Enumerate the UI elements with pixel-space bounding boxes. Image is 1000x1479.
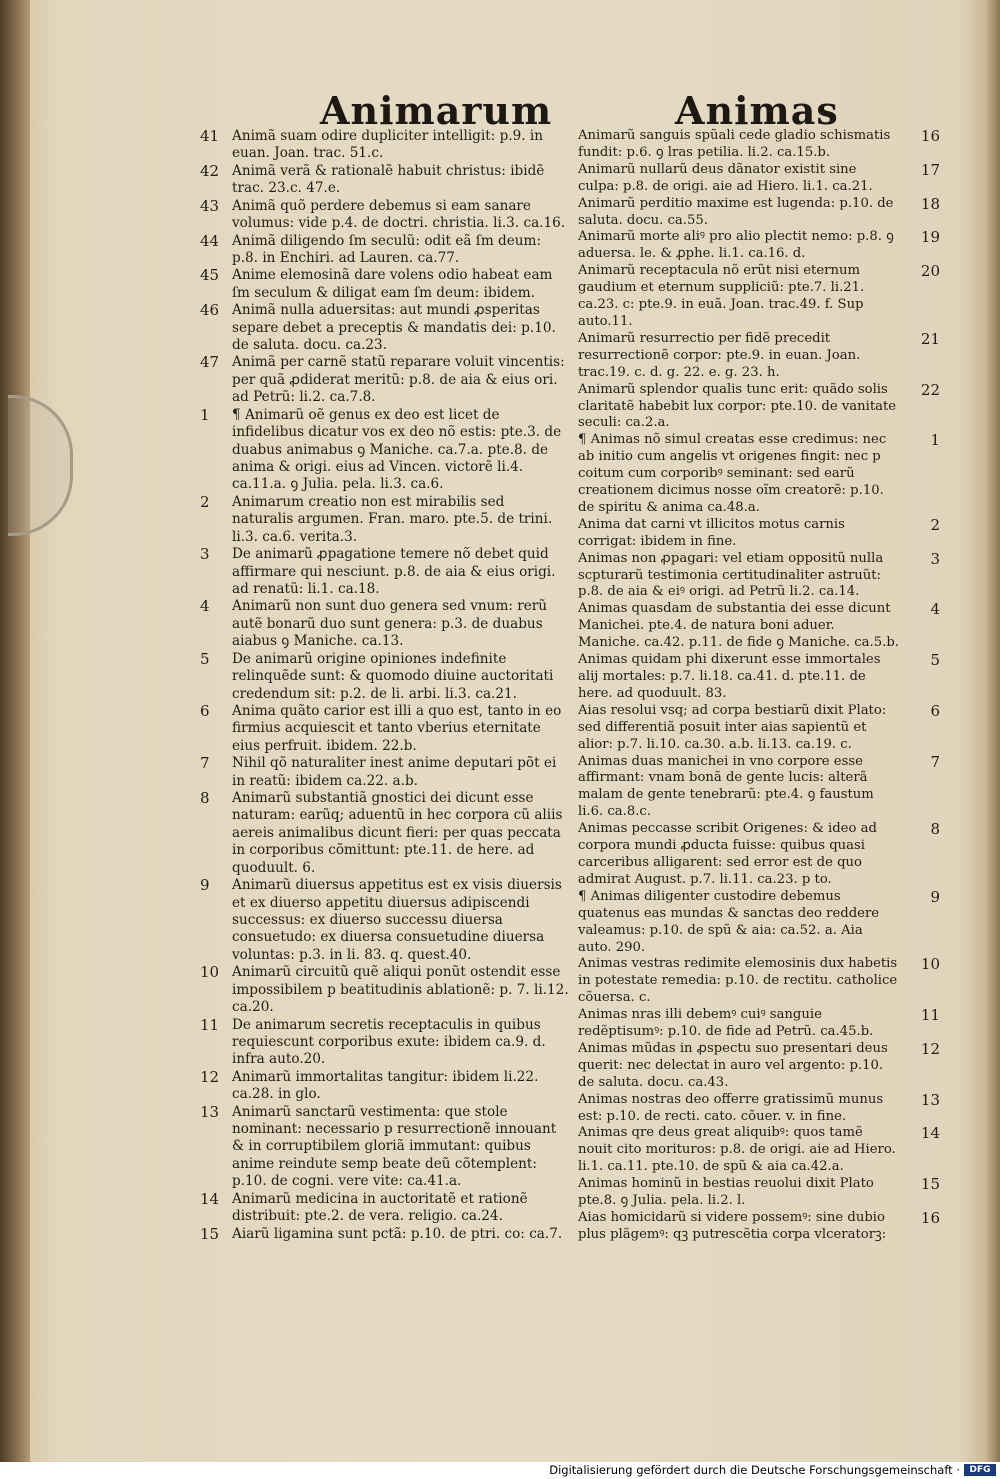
index-entry	[578, 1210, 940, 1244]
entry-number: 3	[200, 545, 210, 564]
index-entry	[578, 956, 940, 1007]
entry-number: 16	[920, 1209, 940, 1227]
entry-number: 42	[200, 161, 220, 180]
index-entry	[200, 163, 570, 198]
entry-number: 7	[930, 752, 940, 771]
entry-number: 17	[920, 160, 940, 179]
index-entry	[578, 263, 940, 331]
entry-text: Aias resolui vsq; ad corpa bestiarũ dixit Plato: sed differentiã posuit inter aias sapientũ et alior: p.7. li.10. ca.30. a.b. li.13. ca.19. c.	[578, 702, 887, 752]
entry-text: Animarũ receptacula nõ erũt nisi eternum gaudium et eternum suppliciũ: pte.7. li.21. ca.23. c: pte.9. in euã. Joan. trac.49. f. Sup auto.11.	[578, 263, 865, 329]
entry-text: Animarũ sanguis spũali cede gladio schismatis fundit: p.6. ꝯ lras petilia. li.2. ca.15.b.	[578, 128, 891, 160]
index-entry	[578, 128, 940, 162]
entry-number: 12	[200, 1067, 220, 1086]
entry-text: Animarũ substantiã gnostici dei dicunt esse naturam: earũq; aduentũ in hec corpora cũ aliis aereis animalibus dicunt fieri: per quas peccata in corporibus cõmittunt: pte.11. de here. ad quoduult. 6.	[232, 790, 563, 876]
index-entry	[200, 790, 570, 877]
entry-number: 8	[200, 789, 210, 808]
index-entry	[578, 432, 940, 517]
entry-number: 18	[920, 194, 940, 213]
entry-text: Animã quõ perdere debemus si eam sanare volumus: vide p.4. de doctri. christia. li.3. ca.16.	[232, 197, 566, 232]
entry-text: Animarũ diuersus appetitus est ex visis diuersis et ex diuerso appetitu diuersus adipiscendi successus: ex diuerso successu diuersa consuetudo: ex diuersa consuetudine diuersa voluntas: p.3. in li. 83. q. quest.40.	[232, 877, 562, 963]
left-column	[200, 128, 570, 1243]
entry-number: 21	[920, 329, 940, 348]
index-entry	[200, 1226, 570, 1243]
index-entry	[200, 354, 570, 406]
entry-number: 1	[930, 431, 940, 450]
entry-text: Animas qre deus great aliquibꝰ: quos tamẽ nouit cito morituros: p.8. de origi. aie ad Hiero. li.1. ca.11. pte.10. de spũ & aia ca.42.a.	[578, 1125, 896, 1175]
funding-notice: Digitalisierung gefördert durch die Deutsche Forschungsgemeinschaft ·	[549, 1463, 960, 1477]
entry-text: Animã per carnẽ statũ reparare voluit vincentis: per quã ꝓdiderat meritũ: p.8. de aia & eius ori. ad Petrũ: li.2. ca.7.8.	[232, 354, 565, 406]
entry-text: Animã diligendo ſm seculũ: odit eã ſm deum: p.8. in Enchiri. ad Lauren. ca.77.	[232, 232, 542, 266]
index-entry	[200, 877, 570, 964]
entry-number: 45	[200, 266, 220, 285]
right-column	[578, 128, 940, 1244]
entry-text: Animas hominũ in bestias reuolui dixit Plato pte.8. ꝯ Julia. pela. li.2. l.	[578, 1176, 874, 1209]
entry-number: 3	[930, 549, 940, 568]
entry-number: 41	[200, 127, 220, 145]
entry-text: Anima dat carni vt illicitos motus carnis corrigat: ibidem in fine.	[578, 516, 845, 549]
entry-number: 12	[920, 1039, 940, 1058]
index-entry	[578, 703, 940, 754]
entry-text: Aias homicidarũ si videre possemꝰ: sine dubio plus plãgemꝰ: qꝫ putrescẽtia corpa vlceratorꝫ:	[578, 1210, 887, 1242]
entry-text: Animarũ sanctarũ vestimenta: que stole nominant: necessario p resurrectionẽ innouant & in corruptibilem gloriã immutant: quibus anime reindute semp beate deũ cõtemplent: p.10. de cogni. vere vite: ca.41.a.	[232, 1103, 557, 1190]
entry-number: 2	[930, 515, 940, 534]
index-entry	[578, 162, 940, 196]
entry-text: Nihil qõ naturaliter inest anime deputari põt ei in reatũ: ibidem ca.22. a.b.	[232, 755, 557, 789]
entry-text: Animã nulla aduersitas: aut mundi ꝓsperitas separe debet a preceptis & mandatis dei: p.10. de saluta. docu. ca.23.	[232, 302, 556, 354]
entry-number: 6	[930, 701, 940, 720]
entry-text: Animarũ splendor qualis tunc erit: quãdo solis claritatẽ habebit lux corpor: pte.10. de vanitate seculi: ca.2.a.	[578, 381, 897, 431]
entry-text: Animarũ non sunt duo genera sed vnum: rerũ autẽ bonarũ duo sunt genera: p.3. de duabus aiabus ꝯ Maniche. ca.13.	[232, 598, 548, 650]
entry-number: 46	[200, 301, 220, 320]
entry-text: Aiarũ ligamina sunt pctã: p.10. de ptri. co: ca.7.	[232, 1225, 563, 1242]
entry-text: De animarum secretis receptaculis in quibus requiescunt corporibus exute: ibidem ca.9. d. infra auto.20.	[232, 1016, 546, 1068]
entry-number: 19	[920, 228, 940, 247]
entry-number: 13	[920, 1090, 940, 1109]
index-entry	[578, 889, 940, 957]
index-entry	[200, 407, 570, 494]
index-entry	[200, 651, 570, 703]
index-entry	[578, 196, 940, 230]
entry-number: 4	[930, 600, 940, 619]
index-entry	[578, 652, 940, 703]
entry-text: Animarũ nullarũ deus dãnator existit sine culpa: p.8. de origi. aie ad Hiero. li.1. ca.21.	[578, 161, 873, 194]
entry-text: Animas duas manichei in vno corpore esse affirmant: vnam bonã de gente lucis: alterã malam de gente tenebrarũ: pte.4. ꝯ faustum li.6. ca.8.c.	[578, 753, 874, 820]
index-entry	[578, 382, 940, 433]
entry-number: 47	[200, 353, 220, 372]
index-entry	[200, 755, 570, 790]
entry-number: 10	[920, 955, 940, 974]
entry-number: 13	[200, 1102, 220, 1121]
index-entry	[578, 551, 940, 602]
entry-number: 2	[200, 492, 210, 511]
index-entry	[578, 517, 940, 551]
entry-text: Animas nras illi debemꝰ cuiꝰ sanguie redẽptisumꝰ: p.10. de fide ad Petrũ. ca.45.b.	[578, 1007, 874, 1040]
index-entry	[200, 233, 570, 268]
entry-text: Animas mũdas in ꝓspectu suo presentari deus querit: nec delectat in auro vel argento: p.10. de saluta. docu. ca.43.	[578, 1040, 888, 1090]
index-entry	[578, 331, 940, 382]
entry-number: 9	[200, 876, 210, 895]
book-binding	[0, 0, 30, 1462]
entry-text: ¶ Animas diligenter custodire debemus quatenus eas mundas & sanctas deo reddere valeamus: p.10. de spũ & aia: ca.52. a. Aia auto. 290.	[578, 888, 880, 955]
entry-text: ¶ Animarũ oẽ genus ex deo est licet de infidelibus dicatur vos ex deo nõ estis: pte.3. de duabus animabus ꝯ Maniche. ca.7.a. pte.8. de anima & origi. eius ad Vincen. victorẽ li.4. ca.11.a. ꝯ Julia. pela. li.3. ca.6.	[232, 406, 562, 493]
entry-number: 15	[920, 1175, 940, 1194]
entry-number: 14	[200, 1189, 220, 1208]
index-entry	[578, 1041, 940, 1092]
entry-text: Animas vestras redimite elemosinis dux habetis in potestate remedia: p.10. de rectitu. catholice cõuersa. c.	[578, 956, 898, 1006]
entry-text: Animarũ morte aliꝰ pro alio plectit nemo: p.8. ꝯ aduersa. le. & ꝓphe. li.1. ca.16. d.	[578, 229, 894, 262]
index-entry	[200, 267, 570, 302]
entry-number: 5	[930, 651, 940, 670]
entry-number: 8	[930, 820, 940, 839]
running-header-right: Animas	[675, 88, 839, 133]
index-entry	[200, 1069, 570, 1104]
entry-text: Animas nostras deo offerre gratissimũ munus est: p.10. de recti. cato. cõuer. v. in fine.	[578, 1091, 884, 1124]
entry-number: 9	[930, 887, 940, 906]
index-entry	[200, 128, 570, 163]
entry-text: Animas non ꝓpagari: vel etiam oppositũ nulla scpturarũ testimonia certitudinaliter astruũt: p.8. de aia & eiꝰ origi. ad Petrũ li.2. ca.14.	[578, 550, 884, 600]
index-entry	[578, 1092, 940, 1126]
entry-number: 14	[920, 1124, 940, 1143]
entry-number: 10	[200, 963, 220, 982]
index-entry	[200, 198, 570, 233]
entry-number: 43	[200, 196, 220, 215]
entry-text: Animas peccasse scribit Origenes: & ideo ad corpora mundi ꝓducta fuisse: quibus quasi carceribus alligarent: sed error est de quo admirat August. p.7. li.11. ca.23. p to.	[578, 821, 877, 887]
entry-number: 1	[200, 405, 210, 424]
entry-text: Animarũ medicina in auctoritatẽ et rationẽ distribuit: pte.2. de vera. religio. ca.24.	[232, 1190, 528, 1225]
index-entry	[578, 1007, 940, 1041]
entry-number: 44	[200, 231, 220, 250]
entry-text: ¶ Animas nõ simul creatas esse credimus: nec ab initio cum angelis vt origenes fingit: nec p coitum cum corporibꝰ seminant: sed earũ creationem dicimus nosse oĩm creatorẽ: p.10. de spiritu & anima ca.48.a.	[578, 432, 887, 515]
index-entry	[578, 229, 940, 263]
entry-number: 6	[200, 701, 210, 720]
index-entry	[578, 601, 940, 652]
entry-text: De animarũ origine opiniones indefinite relinquẽde sunt: & quomodo diuine auctoritati credendum sit: p.2. de li. arbi. li.3. ca.21.	[232, 650, 554, 702]
entry-text: Animã suam odire dupliciter intelligit: p.9. in euan. Joan. trac. 51.c.	[232, 128, 544, 162]
index-entry	[578, 754, 940, 822]
entry-number: 4	[200, 597, 210, 616]
entry-number: 7	[200, 754, 210, 773]
entry-text: Animarum creatio non est mirabilis sed naturalis argumen. Fran. maro. pte.5. de trini. li.3. ca.6. verita.3.	[232, 493, 553, 545]
entry-number: 15	[200, 1224, 220, 1243]
entry-text: Animas quidam phi dixerunt esse immortales alij mortales: p.7. li.18. ca.41. d. pte.11. de here. ad quoduult. 83.	[578, 652, 881, 701]
index-entry	[578, 1125, 940, 1176]
entry-text: Anima quãto carior est illi a quo est, tanto in eo firmius acquiescit et tanto vberius eternitate eius perfruit. ibidem. 22.b.	[232, 702, 562, 754]
entry-number: 22	[920, 380, 940, 399]
index-entry	[200, 1191, 570, 1226]
index-entry	[578, 1176, 940, 1210]
entry-text: Animarũ resurrectio per fidẽ precedit resurrectionẽ corpor: pte.9. in euan. Joan. trac.19. c. d. g. 22. e. g. 23. h.	[578, 330, 861, 380]
index-entry	[200, 703, 570, 755]
index-entry	[200, 546, 570, 598]
entry-text: Animã verã & rationalẽ habuit christus: ibidẽ trac. 23.c. 47.e.	[232, 162, 545, 197]
entry-number: 11	[920, 1006, 940, 1025]
index-entry	[578, 821, 940, 889]
entry-number: 20	[920, 262, 940, 281]
entry-number: 11	[200, 1015, 220, 1034]
index-entry	[200, 494, 570, 546]
entry-text: De animarũ ꝓpagatione temere nõ debet quid affirmare qui nesciunt. p.8. de aia & eius origi. ad renatũ: li.1. ca.18.	[232, 546, 556, 597]
index-entry	[200, 598, 570, 650]
entry-text: Animas quasdam de substantia dei esse dicunt Manichei. pte.4. de natura boni aduer. Maniche. ca.42. p.11. de fide ꝯ Maniche. ca.5.b.	[578, 601, 899, 651]
entry-number: 16	[920, 127, 940, 145]
footer-bar	[0, 1462, 1000, 1479]
index-entry	[200, 964, 570, 1016]
index-entry	[200, 1104, 570, 1191]
index-entry	[200, 1017, 570, 1069]
entry-text: Animarũ perditio maxime est lugenda: p.10. de saluta. docu. ca.55.	[578, 195, 894, 228]
running-header-left: Animarum	[320, 88, 553, 133]
entry-number: 5	[200, 649, 210, 668]
entry-text: Animarũ immortalitas tangitur: ibidem li.22. ca.28. in glo.	[232, 1068, 539, 1103]
entry-text: Animarũ circuitũ quẽ aliqui ponũt ostendit esse impossibilem p beatitudinis ablationẽ: p. 7. li.12. ca.20.	[232, 964, 569, 1016]
dfg-logo: DFG	[964, 1464, 996, 1476]
index-entry	[200, 302, 570, 354]
entry-text: Anime elemosinã dare volens odio habeat eam ſm seculum & diligat eam ſm deum: ibidem.	[232, 267, 553, 301]
